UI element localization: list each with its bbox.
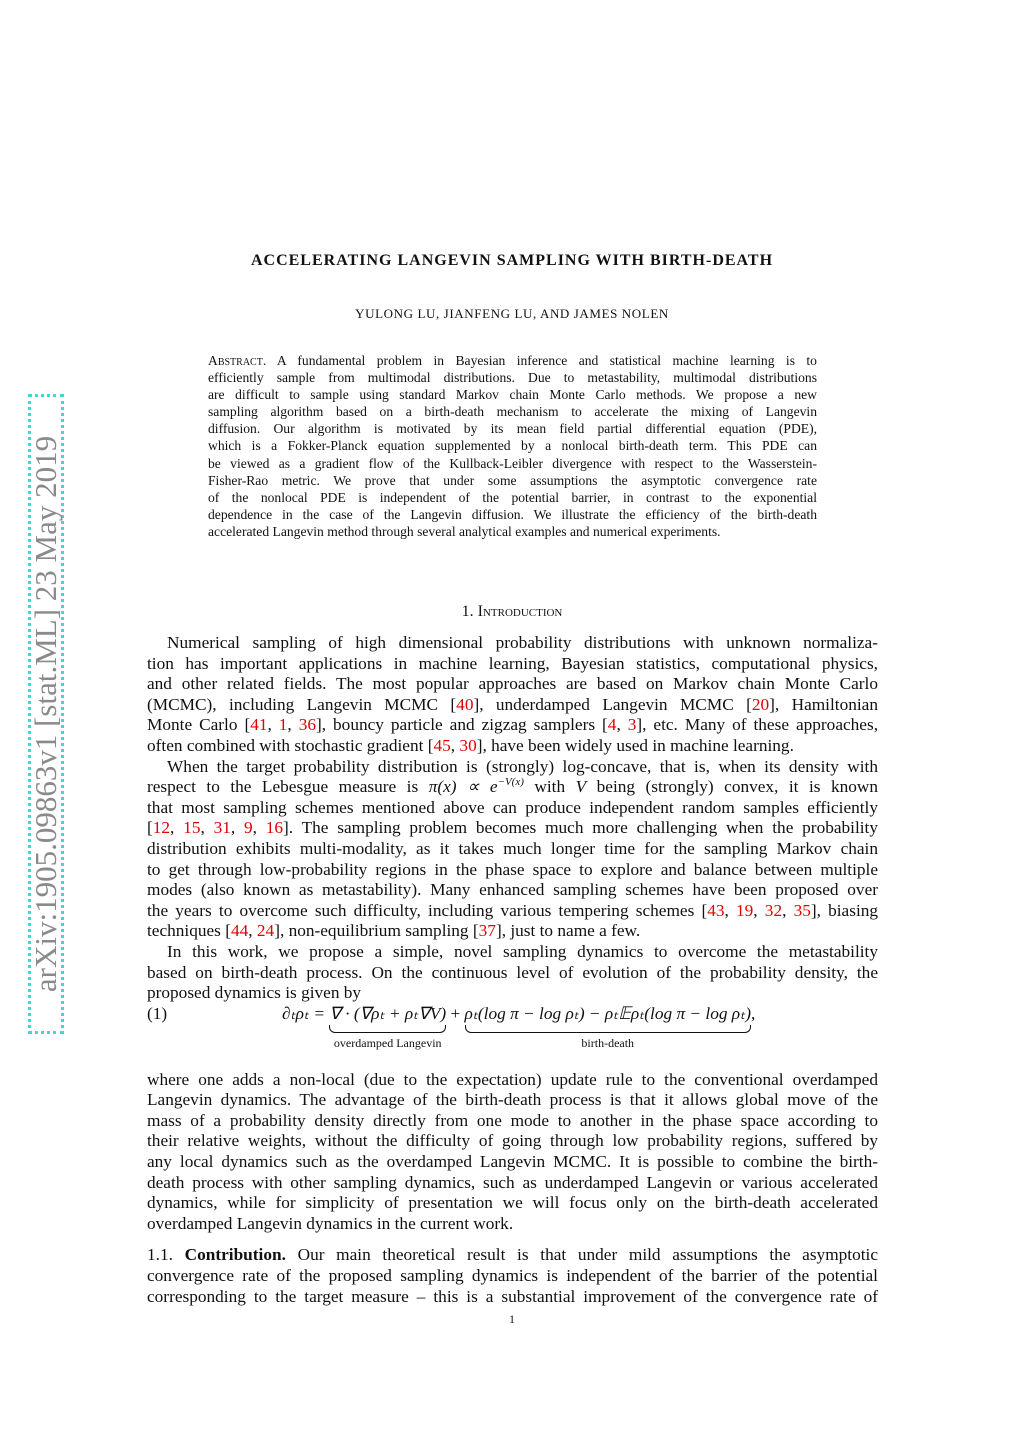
underbrace-label: birth-death [581,1036,635,1051]
citation-link[interactable]: 35 [793,900,811,920]
math-superscript: −V(x) [497,776,524,789]
paragraphs-b [147,1070,878,1308]
citation-link[interactable]: 45 [433,735,451,755]
abstract-line: of the nonlocal PDE is independent of the potential barrier, in contrast to the exponential [208,489,817,505]
text-line: proposed dynamics is given by [147,983,362,1003]
citation-link[interactable]: 3 [627,715,637,735]
equation-trail: , [750,1003,756,1023]
citation-link[interactable]: 9 [243,818,253,838]
inline-math: π(x) ∝ e [428,777,498,797]
underbrace-label: overdamped Langevin [333,1036,442,1051]
text-line: modes (also known as metastability). Many enhanced sampling schemes have been proposed over [147,880,878,900]
paragraph [147,633,878,757]
citation-link[interactable]: 12 [152,818,171,838]
citation-link[interactable]: 41 [250,715,268,735]
text-line: convergence rate of the proposed sampling dynamics is independent of the barrier of the potential [147,1266,878,1286]
equation-term-birth-death: ρₜ(log π − log ρₜ) − ρₜ𝔼ρₜ(log π − log ρₜ) [464,1003,751,1023]
text-line: based on birth-death process. On the continuous level of evolution of the probability density, the [147,962,878,982]
equation-number: (1) [147,1003,168,1023]
equation-term-langevin: ∇ · (∇ρₜ + ρₜ∇V) [329,1003,447,1023]
section-title: Introduction [477,603,563,620]
citation-link[interactable]: 36 [298,715,316,735]
text-line: to get through low-probability regions in the phase space to explore and balance between multiple [147,859,878,879]
citation-link[interactable]: 4 [607,715,617,735]
text-line: tion has important applications in machine learning, Bayesian statistics, computational physics, [147,653,878,673]
text-line: often combined with stochastic gradient [45, 30], have been widely used in machine learning. [147,735,794,755]
text-line: that most sampling schemes mentioned above can produce independent random samples efficiently [147,797,878,817]
abstract-label: Abstract. [208,353,267,368]
citation-link[interactable]: 31 [213,818,231,838]
text-line: overdamped Langevin dynamics in the current work. [147,1213,514,1233]
authors: YULONG LU, JIANFENG LU, AND JAMES NOLEN [355,306,669,321]
equation-lhs: ∂ₜρₜ = [282,1003,330,1023]
paragraph [147,1245,878,1307]
text-line: (MCMC), including Langevin MCMC [40], underdamped Langevin MCMC [20], Hamiltonian [147,694,878,714]
citation-link[interactable]: 19 [736,900,754,920]
text-line: their relative weights, without the difficulty of going through low probability regions, suffered by [147,1131,878,1151]
citation-link[interactable]: 1 [278,715,288,735]
citation-link[interactable]: 40 [456,694,474,714]
section-number: 1. [461,603,474,620]
text-line: [12, 15, 31, 9, 16]. The sampling problem becomes much more challenging when the probability [147,818,879,838]
section-heading [0,603,1024,621]
text-line: In this work, we propose a simple, novel sampling dynamics to overcome the metastability [167,941,878,961]
citation-link[interactable]: 30 [459,735,477,755]
abstract-line: Fisher-Rao metric. We prove that under some assumptions the asymptotic convergence rate [208,472,817,488]
arxiv-identifier: arXiv:1905.09863v1 [stat.ML] 23 May 2019 [28,435,63,993]
abstract-line: diffusion. Our algorithm is motivated by its mean field partial differential equation (PDE), [208,421,817,437]
citation-link[interactable]: 15 [183,818,201,838]
inline-math: V [575,777,587,797]
text-line: Numerical sampling of high dimensional probability distributions with unknown normaliza- [167,633,878,652]
equation-1 [147,1004,878,1070]
paragraph [147,757,878,942]
text-line: When the target probability distribution is (strongly) log-concave, that is, when its density with [167,756,878,776]
citation-link[interactable]: 20 [751,694,770,714]
text-line: and other related fields. The most popular approaches are based on Markov chain Monte Carlo [147,674,878,694]
abstract-line: efficiently sample from multimodal distributions. Due to metastability, multimodal distributions [208,370,817,386]
abstract-line: dependence in the case of the Langevin diffusion. We illustrate the efficiency of the birth-death [208,506,817,522]
equation-body [282,1004,755,1052]
text-line: the years to overcome such difficulty, including various tempering schemes [43, 19, 32, 35], biasing [147,900,879,920]
text-line: techniques [44, 24], non-equilibrium sampling [37], just to name a few. [147,921,641,941]
text-line: any local dynamics such as the overdamped Langevin MCMC. It is possible to combine the birth- [147,1152,878,1172]
abstract-line: accelerated Langevin method through several analytical examples and numerical experiments. [208,523,721,539]
text-line: respect to the Lebesgue measure is $\pi(x) \propto e^{-V(x)}$ with V being (strongly) convex, it is known [147,776,878,797]
paragraph [147,1070,878,1235]
paper-title: ACCELERATING LANGEVIN SAMPLING WITH BIRTH-DEATH [250,252,774,269]
abstract [208,352,817,540]
text-line: Monte Carlo [41, 1, 36], bouncy particle and zigzag samplers [4, 3], etc. Many of these approaches, [147,715,879,735]
text-line: Langevin dynamics. The advantage of the birth-death process is that it allows global move of the [147,1090,878,1110]
citation-link[interactable]: 43 [707,900,725,920]
underbrace-icon [329,1025,446,1033]
text-line: death process with other sampling dynamics, such as underdamped Langevin or various accelerated [147,1172,878,1192]
underbrace-overdamped [329,1004,446,1052]
citation-link[interactable]: 24 [256,921,275,941]
subsection-title: Contribution. [184,1245,286,1265]
underbrace-icon [465,1025,751,1033]
text-line: corresponding to the target measure – this is a substantial improvement of the convergence rate of [147,1286,878,1306]
page-number: 1 [509,1312,515,1326]
citation-link[interactable]: 37 [478,921,496,941]
equation-plus: + [446,1003,465,1023]
underbrace-birth-death [465,1004,751,1052]
citation-link[interactable]: 44 [230,921,249,941]
text-line: where one adds a non-local (due to the expectation) update rule to the conventional overdamped [147,1069,878,1089]
abstract-line: which is a Fokker-Planck equation supplemented by a nonlocal birth-death term. This PDE can [208,438,817,454]
citation-link[interactable]: 16 [265,818,284,838]
abstract-line: Abstract. A fundamental problem in Bayesian inference and statistical machine learning is to [208,353,817,368]
abstract-line: are difficult to sample using standard Markov chain Monte Carlo methods. We propose a new [208,387,817,403]
paragraphs-a [147,633,878,1004]
text-line: dynamics, while for simplicity of presentation we will focus only on the birth-death accelerated [147,1193,878,1213]
text-line: mass of a probability density directly from one mode to another in the phase space according to [147,1110,878,1130]
abstract-line: sampling algorithm based on a birth-death mechanism to accelerate the mixing of Langevin [208,404,817,420]
abstract-line: be viewed as a gradient flow of the Kullback-Leibler divergence with respect to the Wasserstein- [208,455,817,471]
text-line: 1.1. Contribution. Our main theoretical result is that under mild assumptions the asymptotic [147,1245,878,1265]
citation-link[interactable]: 32 [764,900,783,920]
paragraph [147,942,878,1004]
body-text [147,633,878,1307]
text-line: distribution exhibits multi-modality, as it takes much longer time for the sampling Markov chain [147,838,878,858]
arxiv-stamp [28,394,64,1034]
